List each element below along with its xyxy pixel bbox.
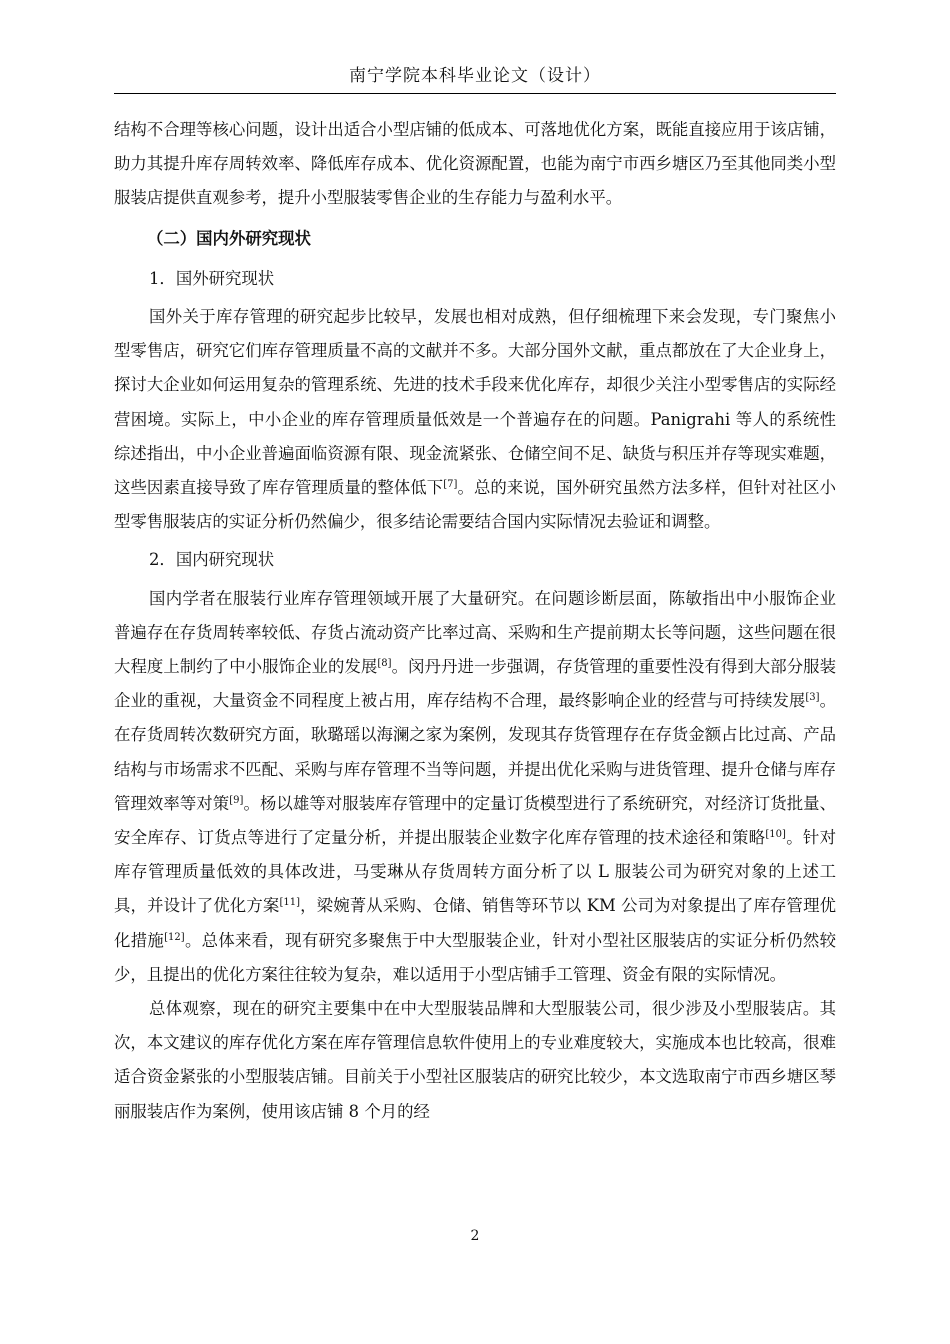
text-segment: 。在存货周转次数研究方面，耿璐瑶以海澜之家为案例，发现其存货管理存在存货金额占比过高、产品结构与市场需求不匹配、采购与库存管理不当等问题，并提出优化采购与进货管理、提升仓储与库存管理效率等对策 (114, 691, 837, 813)
text-segment: 。针对库存管理质量低效的具体改进，马雯琳从存货周转方面分析了以 L 服装公司为研究对象的上述工具，并设计了优化方案 (114, 828, 837, 916)
paragraph-intro-continued: 结构不合理等核心问题，设计出适合小型店铺的低成本、可落地优化方案，既能直接应用于该店铺，助力其提升库存周转效率、降低库存成本、优化资源配置，也能为南宁市西乡塘区乃至其他同类小型服装店提供直观参考，提升小型服装零售企业的生存能力与盈利水平。 (114, 120, 836, 208)
paragraph-overall-observation: 总体观察，现在的研究主要集中在中大型服装品牌和大型服装公司，很少涉及小型服装店。其次，本文建议的库存优化方案在库存管理信息软件使用上的专业难度较大，实施成本也比较高，很难适合资金紧张的小型服装店铺。目前关于小型社区服装店的研究比较少，本文选取南宁市西乡塘区琴丽服装店作为案例，使用该店铺 8 个月的经 (114, 999, 836, 1121)
citation-8: [8] (377, 658, 392, 670)
paragraph-domestic-research (114, 582, 836, 992)
text-segment: 国外关于库存管理的研究起步比较早，发展也相对成熟，但仔细梳理下来会发现，专门聚焦小型零售店，研究它们库存管理质量不高的文献并不多。大部分国外文献，重点都放在了大企业身上，探讨大企业如何运用复杂的管理系统、先进的技术手段来优化库存，却很少关注小型零售店的实际经营困境。实际上，中小企业的库存管理质量低效是一个普遍存在的问题。Panigrahi 等人的系统性综述指出，中小企业普遍面临资源有限、现金流紧张、仓储空间不足、缺货与积压并存等现实难题，这些因素直接导致了库存管理质量的整体低下 (114, 307, 836, 498)
citation-12: [12] (164, 931, 185, 943)
header-rule (114, 93, 836, 94)
subsection-heading-domestic: 2．国内研究现状 (149, 550, 275, 570)
text-segment: 国内学者在服装行业库存管理领域开展了大量研究。在问题诊断层面，陈敏指出中小服饰企业普遍存在存货周转率较低、存货占流动资产比率过高、采购和生产提前期太长等问题，这些问题在很大程度上制约了中小服饰企业的发展 (114, 588, 836, 677)
text-segment: 。总体来看，现有研究多聚焦于中大型服装企业，针对小型社区服装店的实证分析仍然较少，且提出的优化方案往往较为复杂，难以适用于小型店铺手工管理、资金有限的实际情况。 (114, 930, 837, 984)
citation-7: [7] (443, 479, 458, 491)
citation-3: [3] (805, 692, 820, 704)
citation-11: [11] (279, 897, 300, 909)
text-segment: 。杨以雄等对服装库存管理中的定量订货模型进行了系统研究，对经济订货批量、安全库存、订货点等进行了定量分析，并提出服装企业数字化库存管理的技术途径和策略 (114, 793, 837, 848)
text-segment: 。闵丹丹进一步强调，存货管理的重要性没有得到大部分服装企业的重视，大量资金不同程度上被占用，库存结构不合理，最终影响企业的经营与可持续发展 (114, 657, 837, 711)
paragraph-foreign-research (114, 300, 836, 539)
text-segment: ，梁婉菁从采购、仓储、销售等环节以 KM 公司为对象提出了库存管理优化措施 (114, 896, 837, 950)
page-number: 2 (470, 1228, 480, 1244)
citation-9: [9] (229, 794, 244, 806)
subsection-heading-foreign: 1．国外研究现状 (149, 268, 275, 288)
section-heading: （二）国内外研究现状 (147, 228, 311, 248)
running-header: 南宁学院本科毕业论文（设计） (349, 66, 601, 86)
body-text (114, 113, 836, 1129)
citation-10: [10] (765, 829, 786, 841)
text-segment: 。总的来说，国外研究虽然方法多样，但针对社区小型零售服装店的实证分析仍然偏少，很多结论需要结合国内实际情况去验证和调整。 (114, 478, 837, 532)
